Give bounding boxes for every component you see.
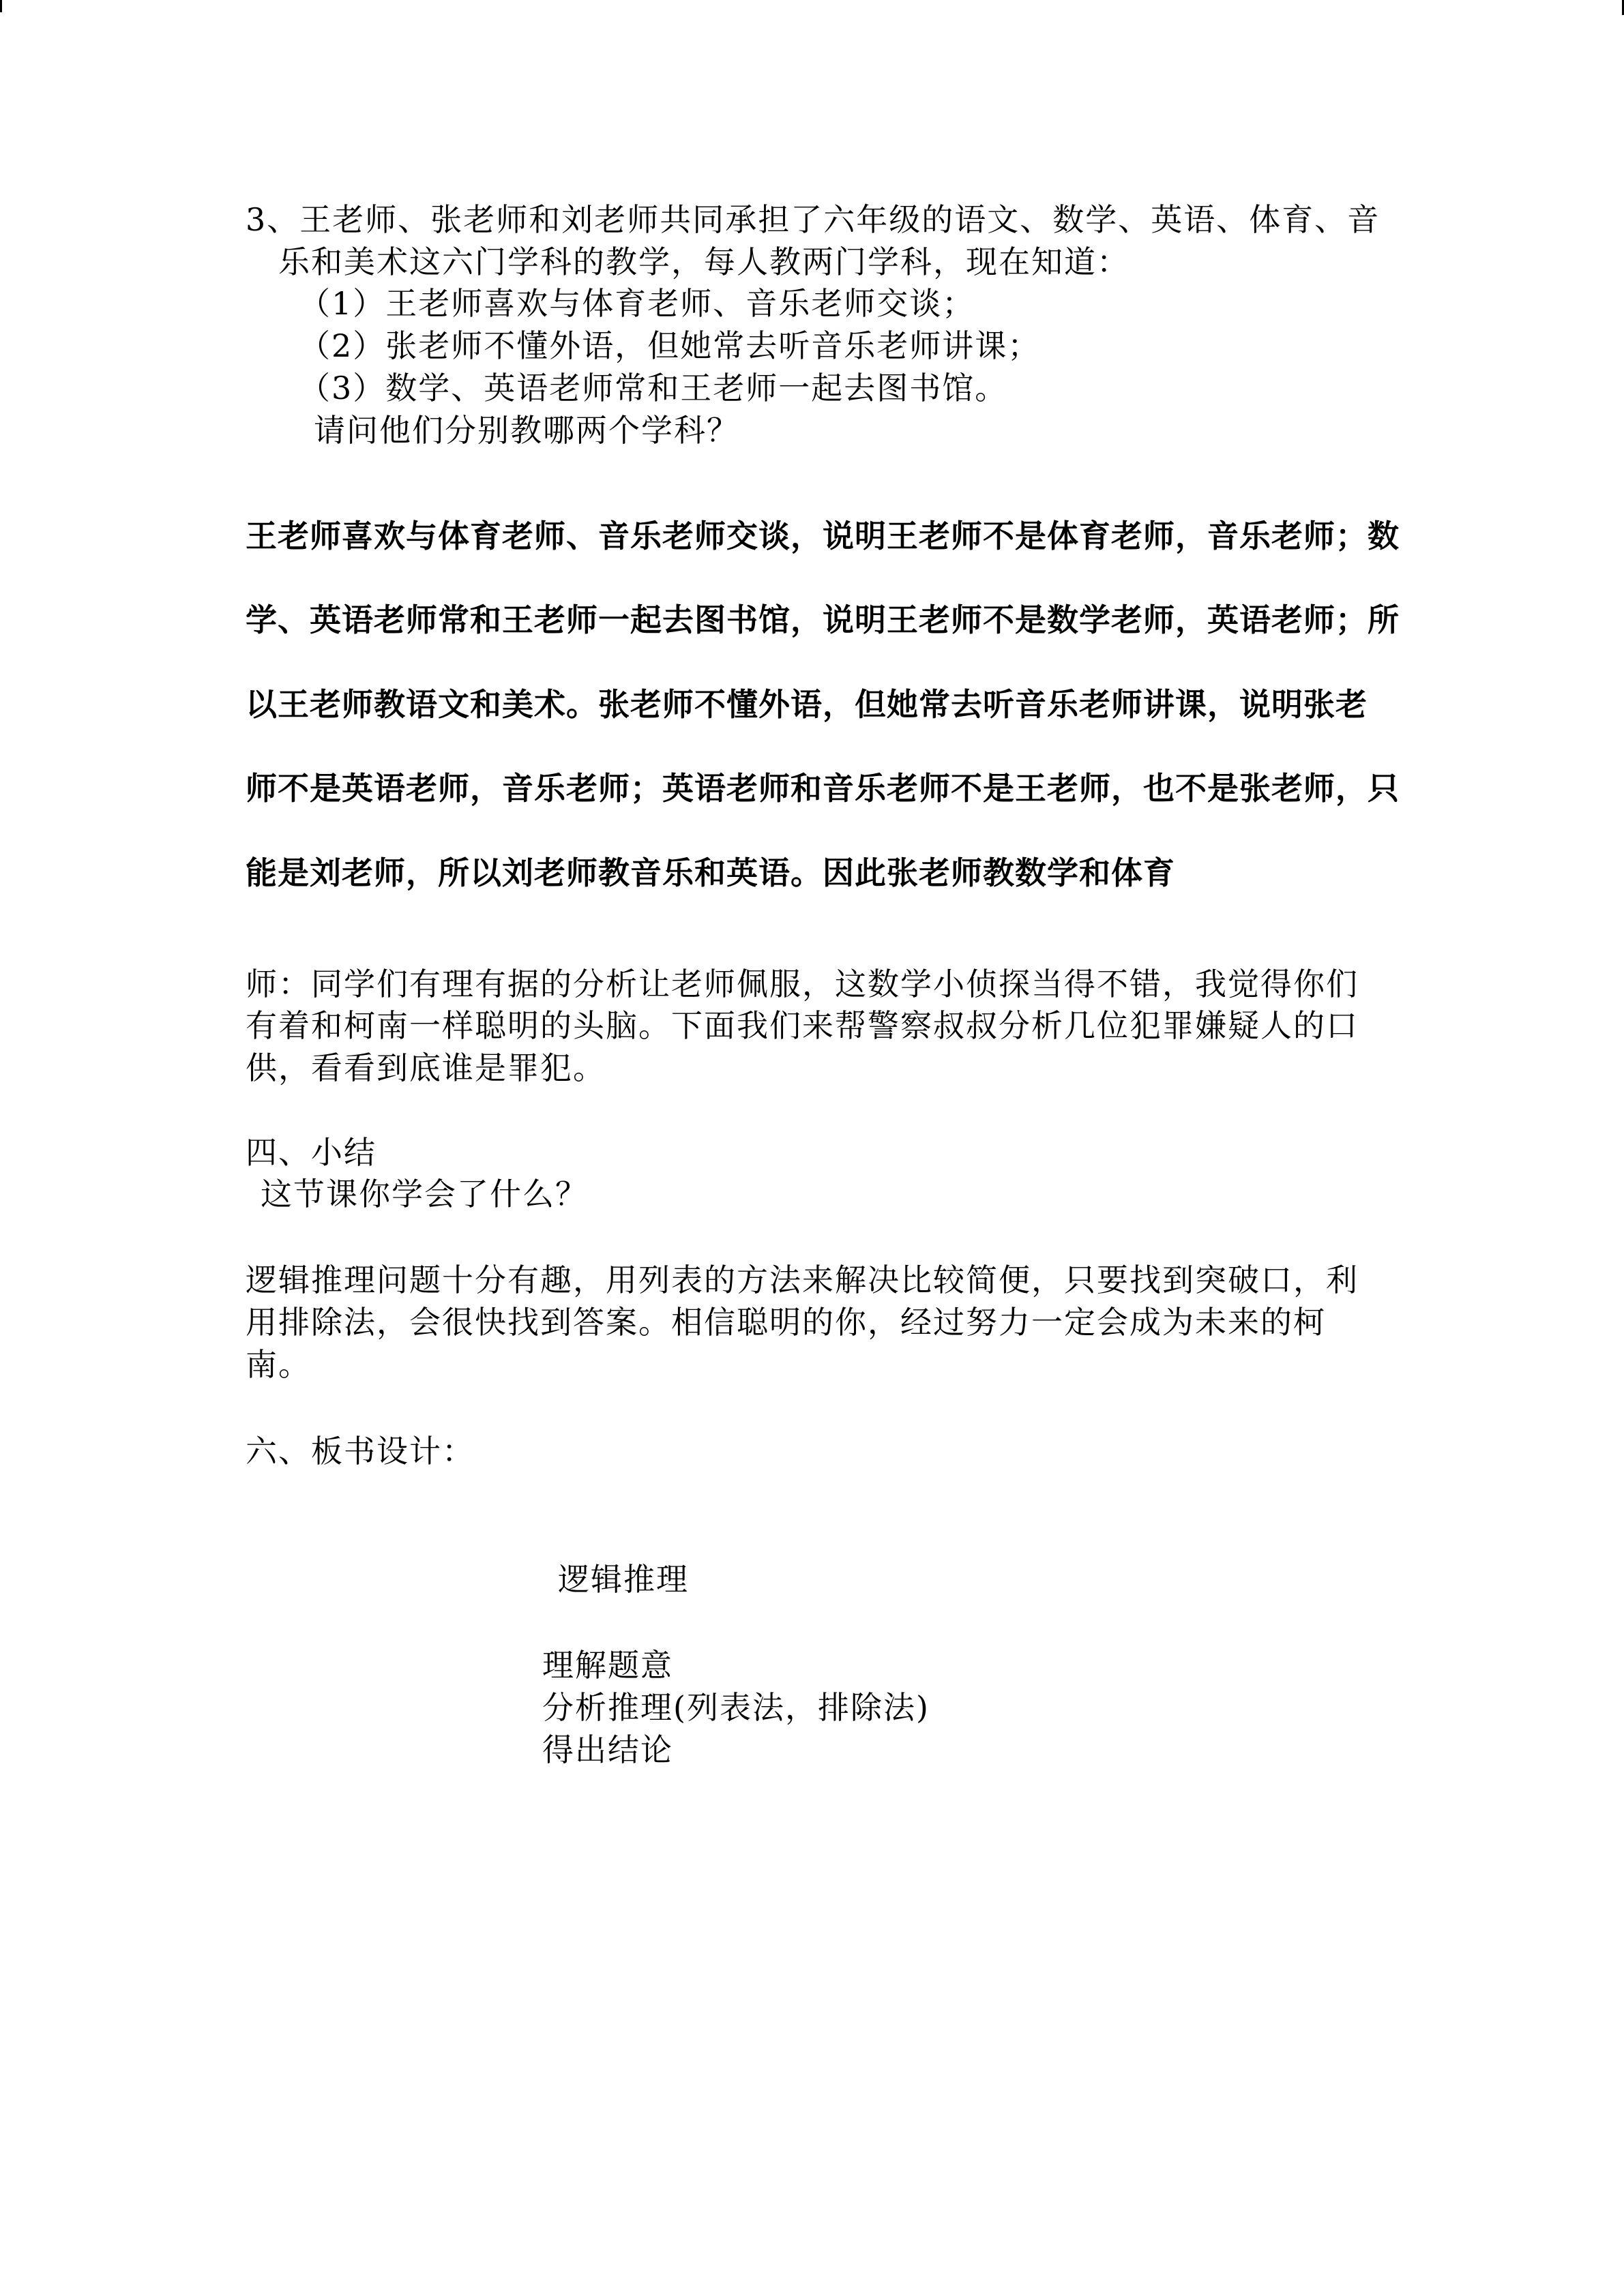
solution-line-5: 能是刘老师，所以刘老师教音乐和英语。因此张老师教数学和体育 <box>246 854 1175 891</box>
problem-line-2: 乐和美术这六门学科的教学，每人教两门学科，现在知道： <box>278 243 1130 280</box>
board-item-3: 得出结论 <box>542 1731 673 1768</box>
board-item-1: 理解题意 <box>542 1647 673 1684</box>
problem-question: 请问他们分别教哪两个学科？ <box>314 412 739 449</box>
problem-condition-1: （1）王老师喜欢与体育老师、音乐老师交谈； <box>299 285 975 322</box>
summary-heading: 四、小结 <box>246 1134 377 1171</box>
board-heading: 六、板书设计： <box>246 1433 475 1470</box>
problem-condition-3: （3）数学、英语老师常和王老师一起去图书馆。 <box>299 370 1008 406</box>
solution-line-2: 学、英语老师常和王老师一起去图书馆，说明王老师不是数学老师，英语老师；所 <box>246 601 1400 638</box>
problem-condition-2: （2）张老师不懂外语，但她常去听音乐老师讲课； <box>299 327 1041 364</box>
summary-line-2: 用排除法，会很快找到答案。相信聪明的你，经过努力一定会成为未来的柯 <box>246 1304 1326 1341</box>
teacher-remark-line-3: 供，看看到底谁是罪犯。 <box>246 1049 606 1086</box>
solution-line-3: 以王老师教语文和美术。张老师不懂外语，但她常去听音乐老师讲课，说明张老 <box>246 686 1368 723</box>
teacher-remark-line-1: 师：同学们有理有据的分析让老师佩服，这数学小侦探当得不错，我觉得你们 <box>246 966 1359 1002</box>
summary-line-1: 逻辑推理问题十分有趣，用列表的方法来解决比较简便，只要找到突破口，利 <box>246 1262 1359 1298</box>
problem-line-1: 3、王老师、张老师和刘老师共同承担了六年级的语文、数学、英语、体育、音 <box>246 201 1381 238</box>
board-item-2: 分析推理(列表法，排除法) <box>542 1689 930 1726</box>
teacher-remark-line-2: 有着和柯南一样聪明的头脑。下面我们来帮警察叔叔分析几位犯罪嫌疑人的口 <box>246 1007 1359 1044</box>
summary-line-3: 南。 <box>246 1346 311 1383</box>
summary-prompt: 这节课你学会了什么？ <box>261 1176 588 1212</box>
solution-line-4: 师不是英语老师，音乐老师；英语老师和音乐老师不是王老师，也不是张老师，只 <box>246 770 1400 807</box>
board-title: 逻辑推理 <box>558 1561 689 1598</box>
solution-line-1: 王老师喜欢与体育老师、音乐老师交谈，说明王老师不是体育老师，音乐老师；数 <box>246 518 1400 554</box>
page-corner-mark-left <box>0 0 2 12</box>
